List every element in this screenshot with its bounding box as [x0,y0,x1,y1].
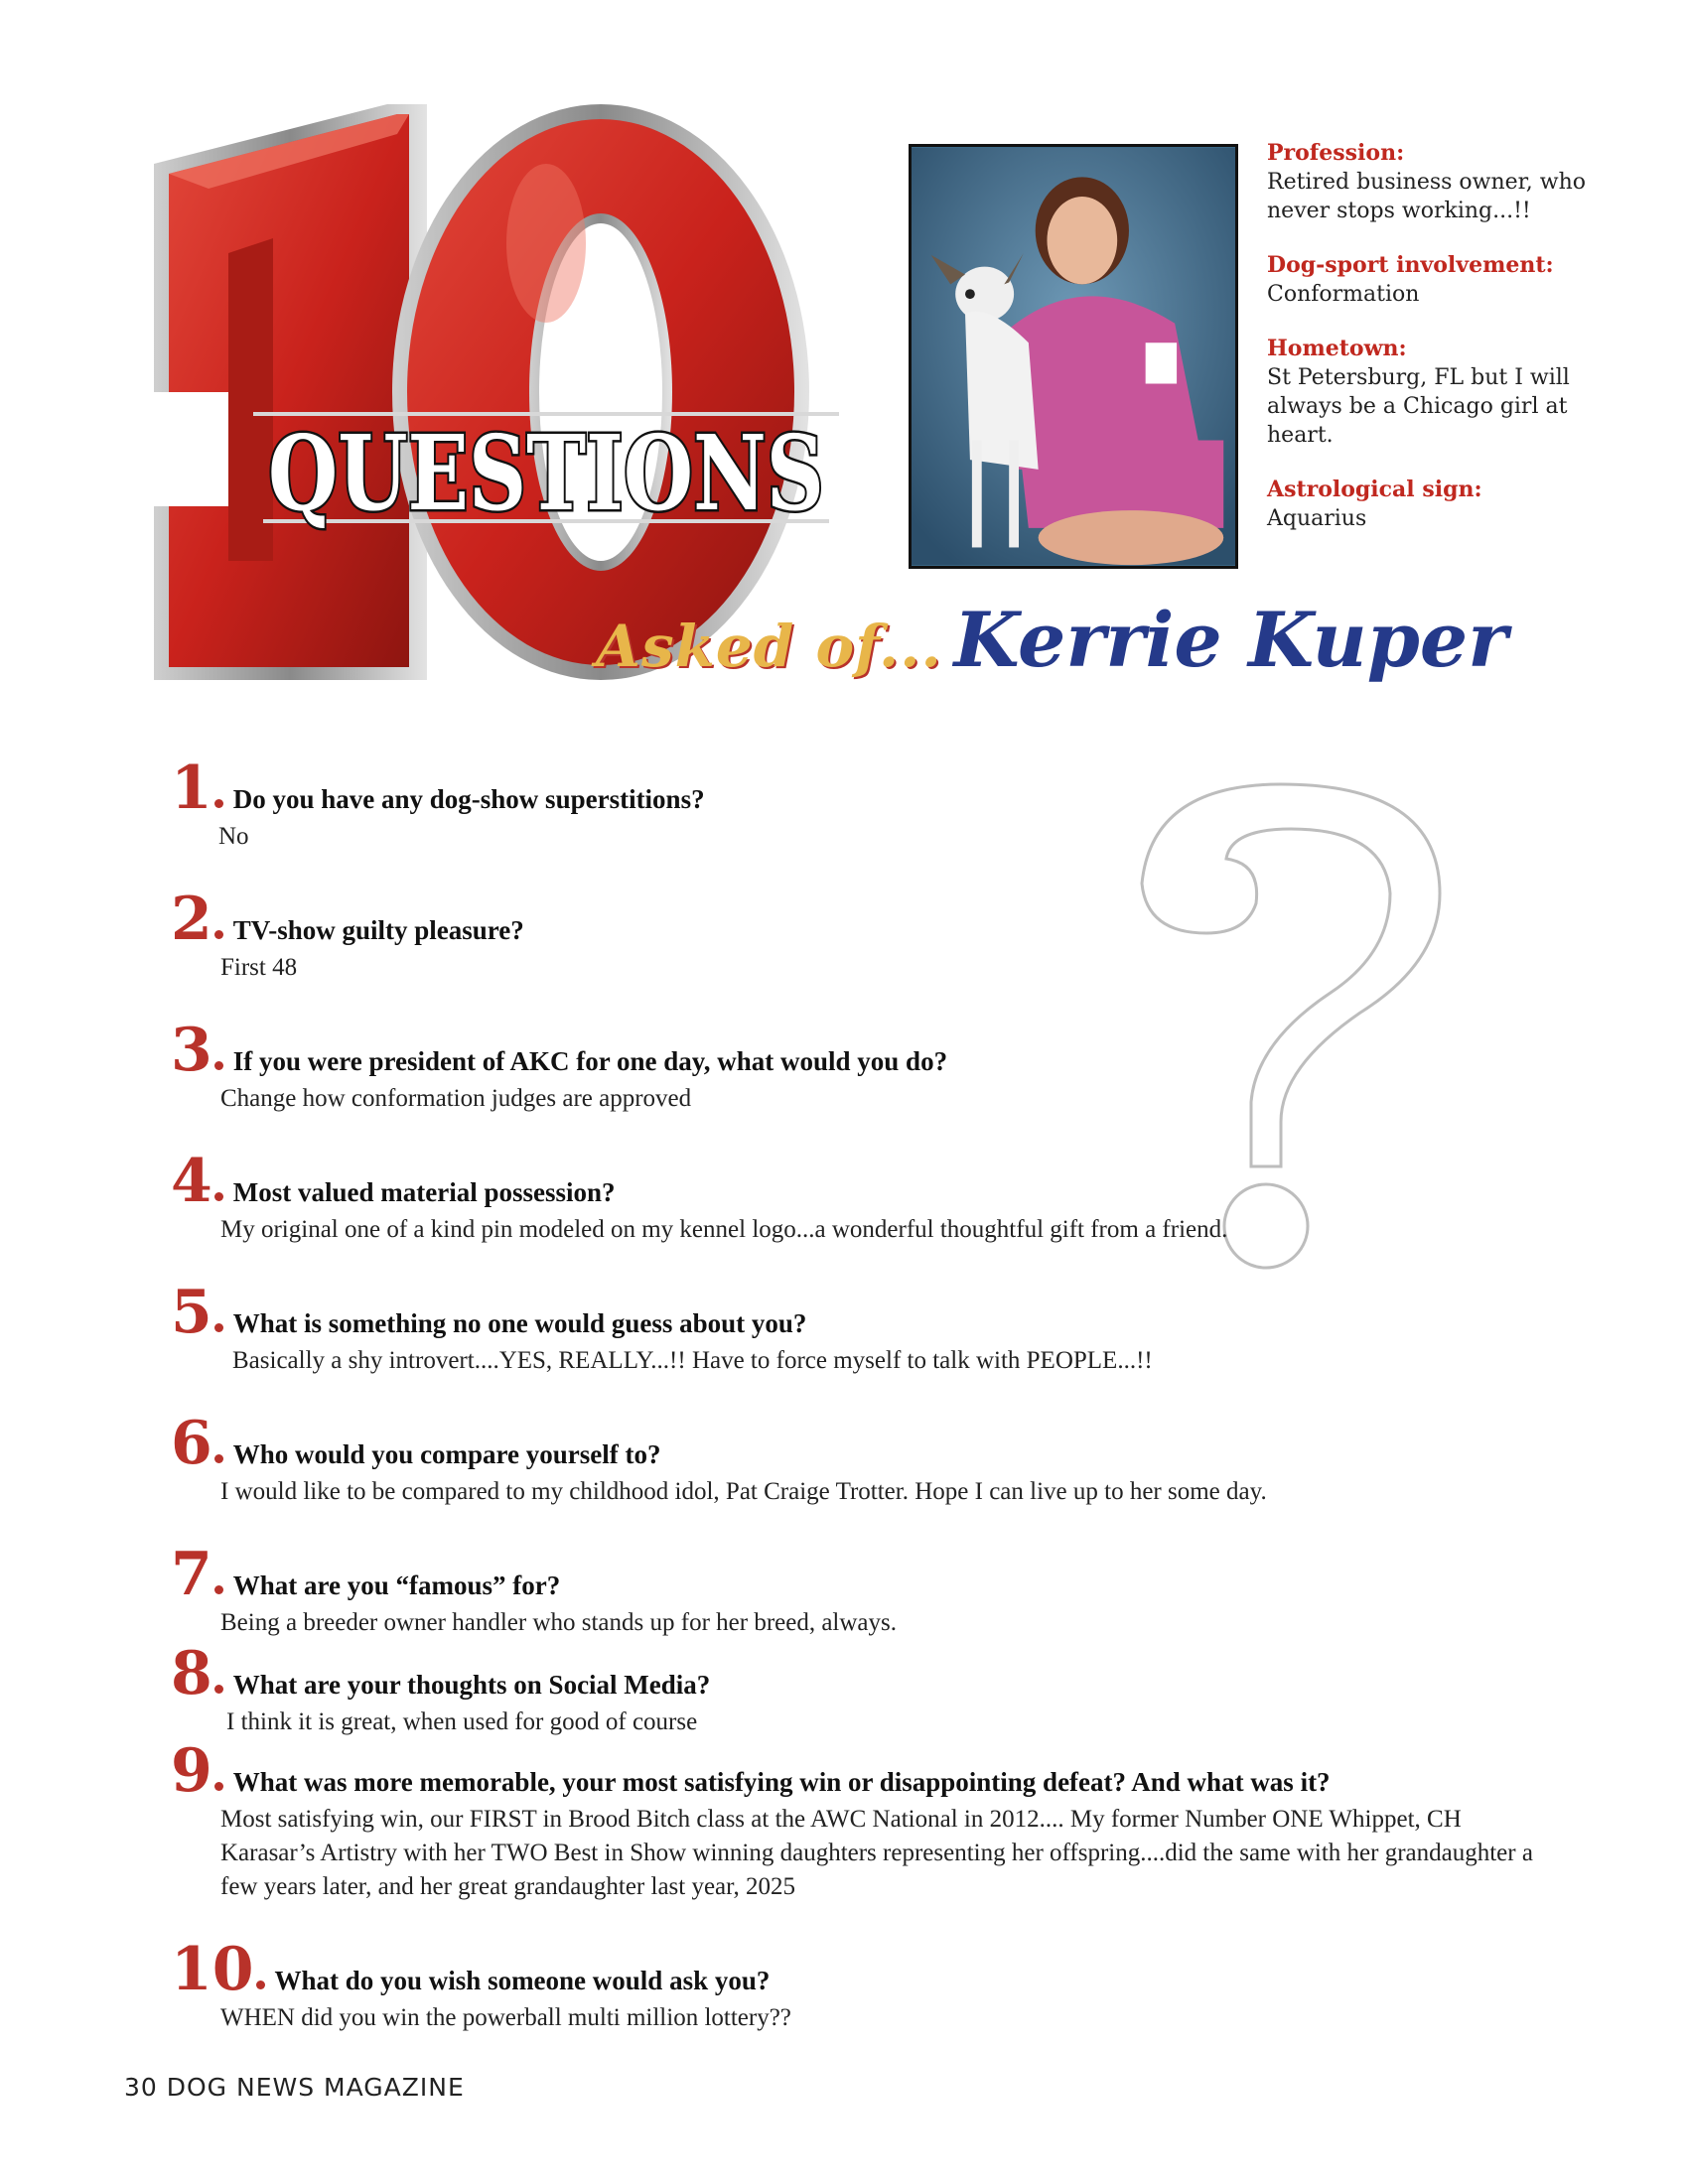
fact-value: Retired business owner, who never stops working...!! [1267,170,1587,223]
asked-of-line [596,596,1507,684]
question-item [171,1409,1541,1509]
question-item [171,1278,1541,1378]
question-item [171,753,1541,854]
question-text: Do you have any dog-show superstitions? [232,784,705,814]
question-text: Most valued material possession? [232,1177,616,1207]
fact-hometown [1267,335,1595,450]
answer-text: Being a breeder owner handler who stands up for her breed, always. [220,1609,898,1636]
portrait-photo [909,144,1238,569]
fact-value: Conformation [1267,282,1420,307]
question-number: 8 [171,1639,212,1708]
answer-text: WHEN did you win the powerball multi million lottery?? [220,2004,791,2031]
asked-of-label: Asked of... [596,613,942,680]
question-item [171,1147,1541,1247]
question-item [171,1935,1541,2035]
question-text: What was more memorable, your most satisfying win or disappointing defeat? And what was it? [232,1767,1331,1797]
question-item [171,1016,1541,1116]
answer-text: My original one of a kind pin modeled on my kennel logo...a wonderful thoughtful gift from a friend. [220,1216,1228,1243]
question-text: If you were president of AKC for one day, what would you do? [232,1046,948,1076]
profile-facts [1267,139,1595,559]
question-number: 1 [171,753,212,823]
answer-text: I think it is great, when used for good of course [226,1708,698,1735]
question-item [171,1736,1541,1904]
question-number: 10 [171,1935,254,2004]
fact-label: Astrological sign: [1267,477,1482,502]
question-item [171,1639,1541,1739]
answer-text: I would like to be compared to my childhood idol, Pat Craige Trotter. Hope I can live up to her some day. [220,1478,1267,1505]
fact-value: St Petersburg, FL but I will always be a Chicago girl at heart. [1267,365,1570,448]
question-number: 6 [171,1409,212,1478]
svg-text:QUESTIONS: QUESTIONS [268,412,824,534]
question-text: What is something no one would guess about you? [232,1308,807,1338]
fact-value: Aquarius [1267,506,1367,531]
fact-label: Hometown: [1267,336,1407,361]
question-number: 2 [171,885,212,954]
fact-dog-sport [1267,251,1595,309]
page-footer: 30 DOG NEWS MAGAZINE [124,2073,465,2102]
question-item [171,1540,1541,1640]
question-text: What are you “famous” for? [232,1570,561,1600]
question-text: What are your thoughts on Social Media? [232,1670,711,1700]
interviewee-name: Kerrie Kuper [953,596,1508,684]
questions-banner [253,402,839,534]
question-number: 7 [171,1540,212,1609]
answer-text: Most satisfying win, our FIRST in Brood Bitch class at the AWC National in 2012.... My former Number ONE Whippet, CH Karasar’s Artistry with her TWO Best in Show winning daughters representing her offspring....did the same with her grandaughter a few years later, and her great grandaughter last year, 2025 [220,1806,1533,1900]
question-text: Who would you compare yourself to? [232,1439,661,1469]
question-number: 5 [171,1278,212,1347]
fact-profession [1267,139,1595,225]
fact-label: Profession: [1267,140,1405,166]
answer-text: First 48 [220,954,298,981]
answer-text: Change how conformation judges are approved [220,1085,692,1112]
question-number: 4 [171,1147,212,1216]
fact-astrological-sign [1267,476,1595,533]
question-number: 9 [171,1736,212,1806]
question-text: What do you wish someone would ask you? [274,1966,771,1995]
fact-label: Dog-sport involvement: [1267,252,1554,278]
question-number: 3 [171,1016,212,1085]
answer-text: No [218,823,249,850]
question-text: TV-show guilty pleasure? [232,915,524,945]
answer-text: Basically a shy introvert....YES, REALLY...!! Have to force myself to talk with PEOPLE...!! [232,1347,1153,1374]
question-item [171,885,1541,985]
